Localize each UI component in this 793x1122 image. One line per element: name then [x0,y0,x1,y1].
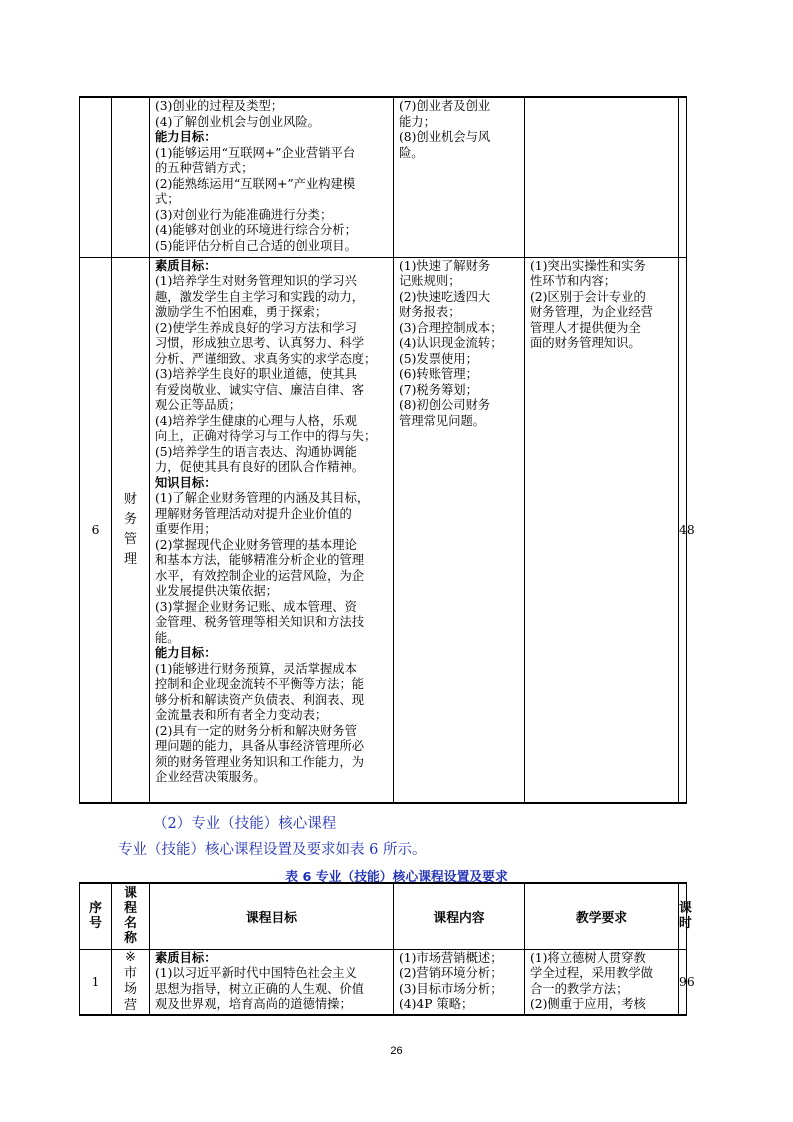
course-content-cell [394,949,525,1015]
text-line: (1)能够运用“互联网+”企业营销平台 [155,145,356,160]
text-line: 合一的教学方法； [530,981,629,996]
hours-cell [679,257,695,803]
course-name-cell [112,949,150,1015]
text-line: 理问题的能力，具备从事经济管理所必 [155,739,365,753]
text-line: (1)培养学生对财务管理知识的学习兴 [155,274,357,288]
course-goals-text [150,98,393,254]
page-number: 26 [390,1045,403,1057]
text-line: 观及世界观，培育高尚的道德情操； [155,997,352,1011]
vertical-char: 号 [89,916,102,932]
text-line: 财务管理，为企业经营 [530,305,653,319]
header-course-name-text [112,886,149,946]
table-row [80,97,687,257]
text-line: 学全过程，采用教学做 [530,966,653,980]
text-line: (4)培养学生健康的心理与人格，乐观 [155,413,357,428]
row-number-cell [80,257,112,803]
text-line: 险。 [399,145,424,160]
goal-heading: 素质目标： [155,258,217,273]
text-line: 管理人才提供便为全 [530,320,641,335]
text-line: (2)使学生养成良好的学习方法和学习 [155,320,357,335]
vertical-char: ※ [125,949,136,965]
text-line: (3)合理控制成本； [399,320,503,335]
text-line: (4)了解创业机会与创业风险。 [155,114,320,129]
text-line: 财务报表； [399,305,461,319]
vertical-char: 场 [123,981,137,997]
course-content-text [394,258,524,430]
text-line: (3)培养学生良好的职业道德，使其具 [155,367,357,381]
text-line: 企业经营决策服务。 [155,770,266,784]
course-name [112,950,149,1014]
row-number-cell [80,949,112,1015]
course-goals-text [150,258,393,786]
text-line: 的五种营销方式； [155,161,254,175]
vertical-char: 程 [124,901,137,917]
text-line: (1)了解企业财务管理的内涵及其目标， [155,491,370,505]
header-hours [679,883,692,949]
row-number: 1 [91,974,100,989]
text-line: 够分析和解读资产负债表、利润表、现 [155,692,365,707]
text-line: 观公正等品质； [155,398,242,412]
text-line: (4)4P 策略； [399,997,474,1011]
table-caption: 表 6 专业（技能）核心课程设置及要求 [285,870,508,885]
text-line: (2)侧重于应用，考核 [530,997,646,1011]
course-content-text [394,98,524,161]
teaching-requirements-text [525,950,678,1013]
vertical-char: 市 [123,965,137,981]
vertical-char: 理 [123,551,137,567]
hours-cell [679,949,695,1015]
text-line: (5)发票使用； [399,351,478,366]
text-line: 能。 [155,630,180,645]
course-content-cell [394,257,525,803]
table-row [80,949,687,1015]
course-goals-text [150,950,393,1013]
goal-heading: 知识目标： [155,475,217,490]
text-line: (8)初创公司财务 [399,398,491,412]
text-line: (8)创业机会与风 [399,130,491,144]
vertical-char: 时 [679,916,692,932]
text-line: 和基本方法，能够精准分析企业的管理 [155,553,365,567]
course-name-cell [112,97,150,257]
section-paragraph: 专业（技能）核心课程设置及要求如表 6 所示。 [118,842,427,858]
header-hours-text [679,901,692,932]
text-line: 须的财务管理业务知识和工作能力，为 [155,754,365,769]
text-line: (3)掌握企业财务记账、成本管理、资 [155,599,357,614]
text-line: (2)掌握现代企业财务管理的基本理论 [155,537,357,552]
text-line: (3)目标市场分析； [399,981,503,996]
text-line: (5)培养学生的语言表达、沟通协调能 [155,444,357,459]
course-name-cell [112,257,150,803]
text-line: 理解财务管理活动对提升企业价值的 [155,506,352,521]
table-row [80,257,687,803]
header-number-text [80,901,111,931]
text-line: (1)市场营销概述； [399,950,503,965]
course-content-text [394,950,524,1013]
text-line: 金流量表和所有者全力变动表； [155,708,328,722]
text-line: 面的财务管理知识。 [530,336,641,350]
text-line: 向上，正确对待学习与工作中的得与失； [155,429,377,443]
hours-cell [679,97,687,257]
goal-heading: 能力目标： [155,130,217,144]
text-line: (6)转账管理； [399,367,478,381]
text-line: (1)以习近平新时代中国特色社会主义 [155,966,357,980]
vertical-char: 营 [123,997,137,1013]
course-goals-cell [150,257,394,803]
course-content-cell [394,97,525,257]
text-line: 管理常见问题。 [399,413,486,428]
text-line: 有爱岗敬业、诚实守信、廉洁自律、客 [155,382,365,397]
course-table-continued [79,96,695,804]
vertical-char: 序 [89,901,102,917]
header-course-content: 课程内容 [394,883,525,949]
text-line: 记账规则； [399,274,461,288]
row-number: 6 [91,522,100,537]
text-line: (4)认识现金流转； [399,336,503,350]
vertical-char: 课 [124,886,137,902]
text-line: (1)将立德树人贯穿教 [530,950,646,965]
teaching-requirements-cell [525,257,679,803]
text-line: 控制和企业现金流转不平衡等方法；能 [155,677,365,691]
teaching-requirements-cell [525,949,679,1015]
hours-value: 96 [679,974,695,989]
text-line: (1)能够进行财务预算，灵活掌握成本 [155,661,357,676]
text-line: 性环节和内容； [530,274,617,288]
text-line: 重要作用； [155,522,217,536]
text-line: 水平，有效控制企业的运营风险，为企 [155,568,365,583]
text-line: (2)快速吃透四大 [399,289,491,304]
text-line: 能力； [399,114,436,129]
vertical-char: 管 [123,531,137,547]
header-course-name [112,883,150,949]
course-name [112,490,149,570]
vertical-char: 务 [123,511,137,527]
text-line: (1)突出实操性和实务 [530,258,646,273]
text-line: 式； [155,192,180,206]
text-line: 习惯，形成独立思考、认真努力、科学 [155,336,365,350]
text-line: (3)对创业行为能准确进行分类； [155,207,333,222]
text-line: 金管理、税务管理等相关知识和方法技 [155,615,365,629]
vertical-char: 称 [124,931,137,947]
text-line: (4)能够对创业的环境进行综合分析； [155,223,357,237]
text-line: 分析、严谨细致、求真务实的求学态度； [155,351,377,366]
header-course-goals: 课程目标 [150,883,394,949]
header-number [80,883,112,949]
teaching-requirements-text [525,258,678,352]
text-line: (2)营销环境分析； [399,966,503,980]
goal-heading: 能力目标： [155,646,217,660]
text-line: (1)快速了解财务 [399,258,491,273]
text-line: (7)税务筹划； [399,382,478,397]
text-line: (2)能熟练运用“互联网+”产业构建模 [155,176,356,191]
vertical-char: 名 [124,916,137,932]
text-line: 力，促使其具有良好的团队合作精神。 [155,460,365,474]
text-line: (2)具有一定的财务分析和解决财务管 [155,723,357,738]
goal-heading: 素质目标： [155,950,217,965]
text-line: (3)创业的过程及类型； [155,99,284,113]
hours-value: 48 [679,522,695,537]
text-line: (7)创业者及创业 [399,99,491,113]
text-line: 业发展提供决策依据； [155,584,278,598]
section-subheading: （2）专业（技能）核心课程 [153,816,337,832]
text-line: 思想为指导，树立正确的人生观、价值 [155,981,365,996]
teaching-requirements-cell [525,97,679,257]
text-line: 趣，激发学生自主学习和实践的动力， [155,289,365,304]
text-line: 激励学生不怕困难，勇于探索； [155,305,328,319]
text-line: (2)区别于会计专业的 [530,289,646,304]
course-goals-cell [150,949,394,1015]
row-number-cell [80,97,112,257]
course-goals-cell [150,97,394,257]
table-header-row [80,883,687,949]
text-line: (5)能评估分析自己合适的创业项目。 [155,238,357,253]
core-course-table [79,882,695,1016]
header-teaching-requirements: 教学要求 [525,883,679,949]
vertical-char: 财 [123,491,137,507]
vertical-char: 课 [679,901,692,917]
